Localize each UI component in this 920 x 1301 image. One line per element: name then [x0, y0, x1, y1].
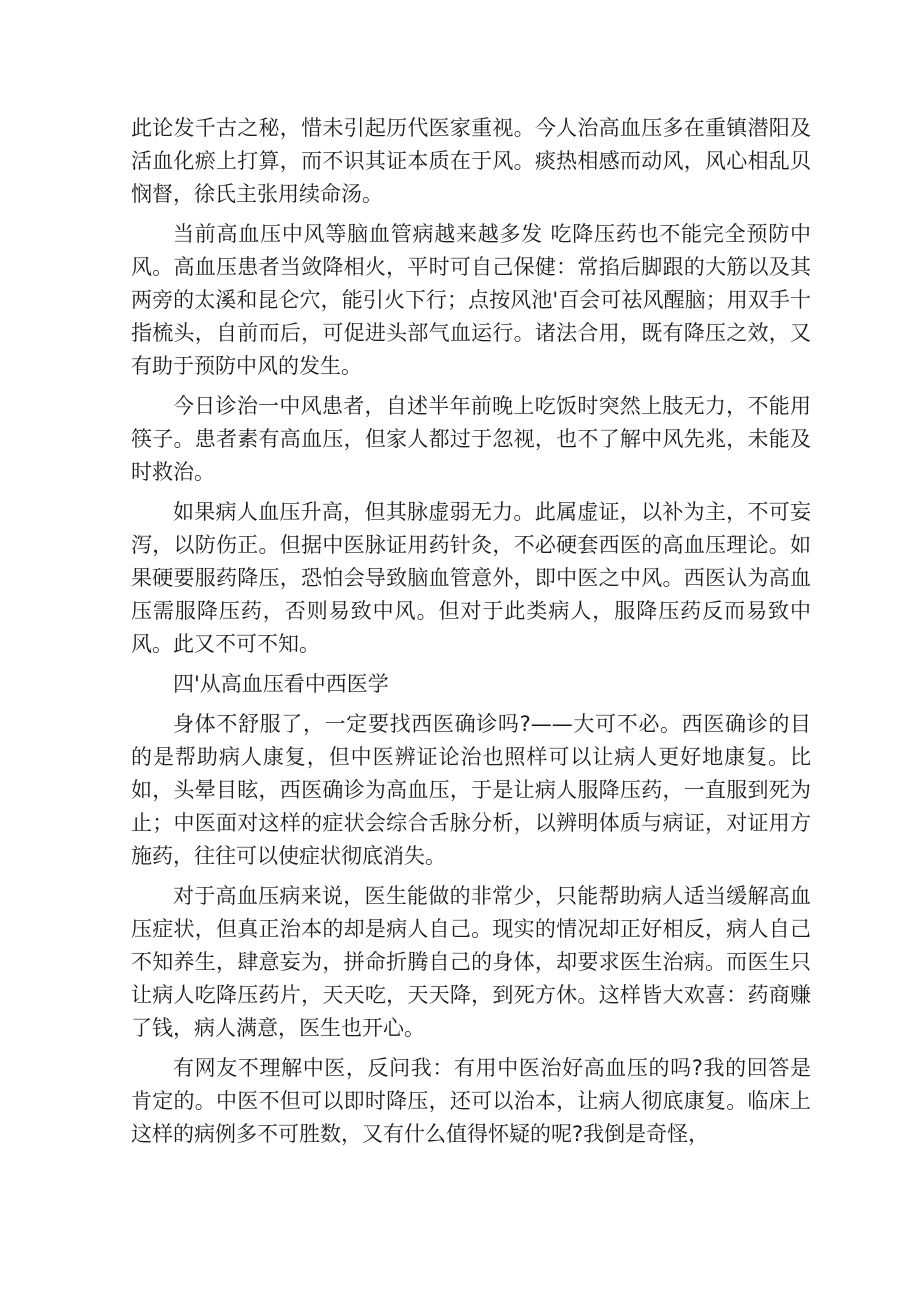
- document-body: [131, 112, 811, 1158]
- paragraph: 此论发千古之秘，惜未引起历代医家重视。今人治高血压多在重镇潜阳及活血化瘀上打算，而不识其证本质在于风。痰热相感而动风，风心相乱贝悯督，徐氏主张用续命汤。: [131, 116, 811, 206]
- paragraph: 对于高血压病来说，医生能做的非常少，只能帮助病人适当缓解高血压症状，但真正治本的却是病人自己。现实的情况却正好相反，病人自己不知养生，肆意妄为，拼命折腾自己的身体，却要求医生治病。而医生只让病人吃降压药片，天天吃，天天降，到死方休。这样皆大欢喜：药商赚了钱，病人满意，医生也开心。: [131, 884, 811, 1040]
- paragraph: 身体不舒服了，一定要找西医确诊吗?——大可不必。西医确诊的目的是帮助病人康复，但中医辨证论治也照样可以让病人更好地康复。比如，头晕目眩，西医确诊为高血压，于是让病人服降压药，一直服到死为止；中医面对这样的症状会综合舌脉分析，以辨明体质与病证，对证用方施药，往往可以使症状彻底消失。: [131, 712, 811, 868]
- paragraph: 当前高血压中风等脑血管病越来越多发 吃降压药也不能完全预防中风。高血压患者当敛降相火，平时可自己保健：常掐后脚跟的大筋以及其两旁的太溪和昆仑穴，能引火下行；点按风池'百会可祛风醒脑；用双手十指梳头，自前而后，可促进头部气血运行。诸法合用，既有降压之效，又有助于预防中风的发生。: [131, 222, 811, 378]
- paragraph: 今日诊治一中风患者，自述半年前晚上吃饭时突然上肢无力，不能用筷子。患者素有高血压，但家人都过于忽视，也不了解中风先兆，未能及时救治。: [131, 394, 811, 484]
- paragraph: 有网友不理解中医，反问我：有用中医治好高血压的吗?我的回答是肯定的。中医不但可以即时降压，还可以治本，让病人彻底康复。临床上这样的病例多不可胜数，又有什么值得怀疑的呢?我倒是奇怪，: [131, 1056, 811, 1146]
- section-heading: 四'从高血压看中西医学: [173, 672, 389, 696]
- paragraph: 如果病人血压升高，但其脉虚弱无力。此属虚证，以补为主，不可妄泻，以防伤正。但据中医脉证用药针灸，不必硬套西医的高血压理论。如果硬要服药降压，恐怕会导致脑血管意外，即中医之中风。西医认为高血压需服降压药，否则易致中风。但对于此类病人，服降压药反而易致中风。此又不可不知。: [131, 500, 811, 656]
